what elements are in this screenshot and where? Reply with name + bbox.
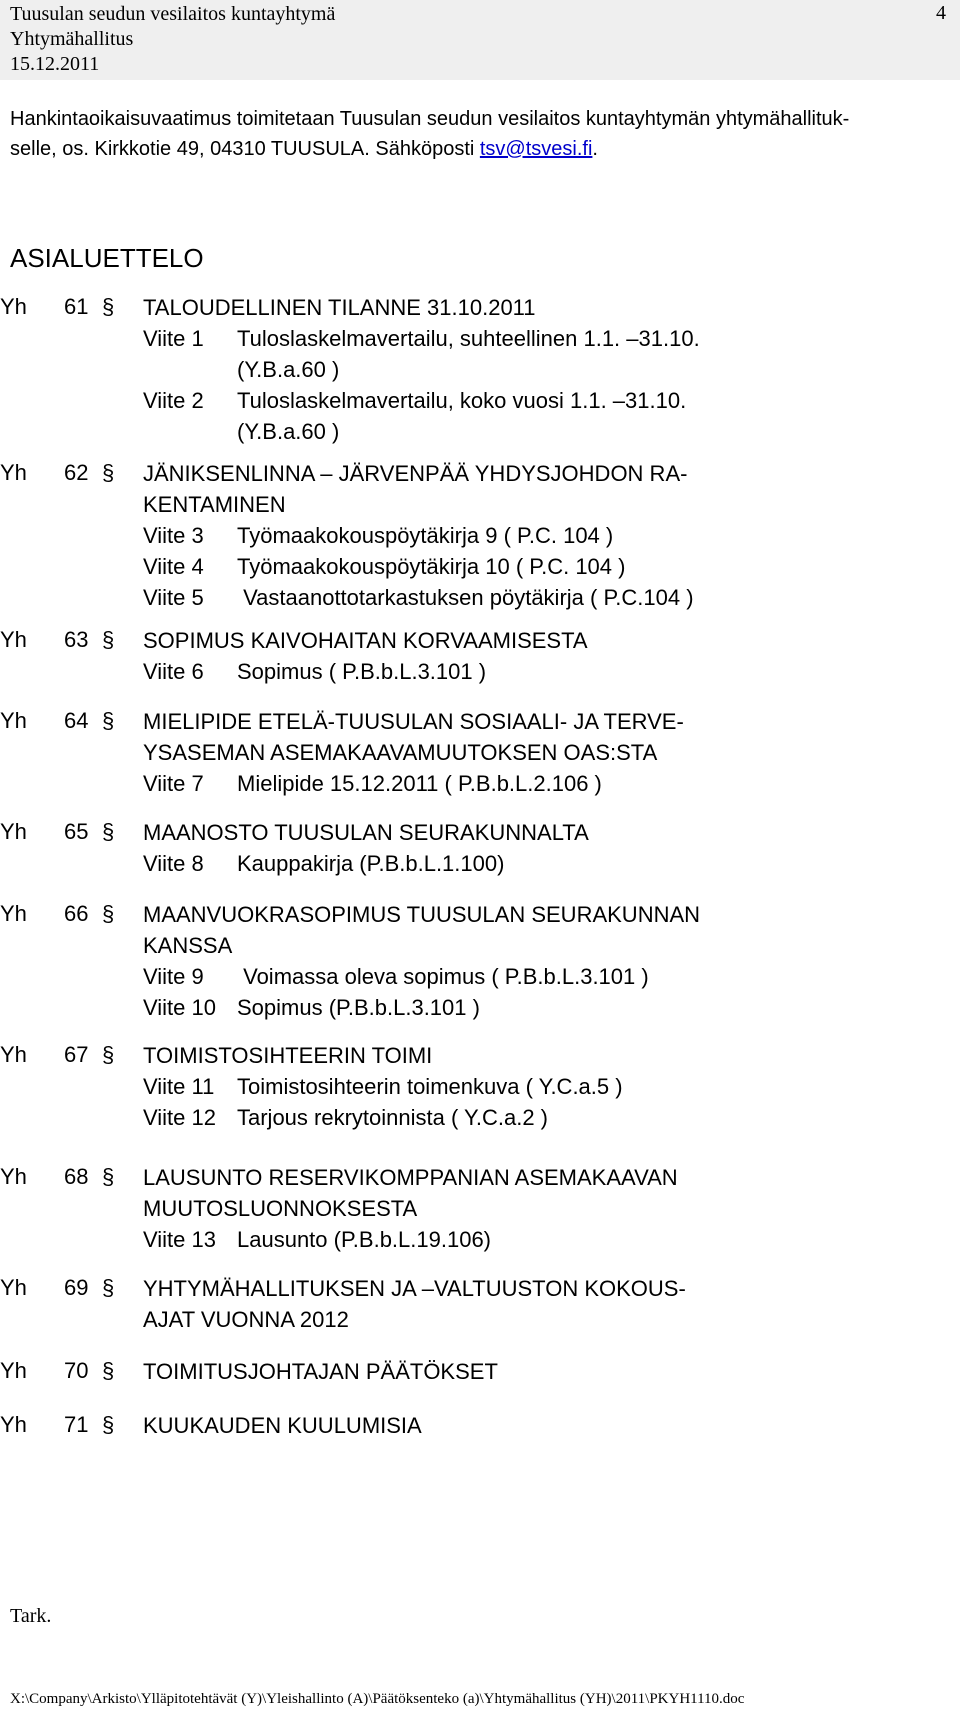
item-number: 65 [64, 819, 89, 844]
section-sign: § [102, 627, 115, 652]
agenda-item [143, 1040, 923, 1133]
attachment-line [143, 656, 923, 687]
attachment-label: Viite 10 [143, 995, 216, 1020]
item-number: 69 [64, 1275, 89, 1300]
item-number: 66 [64, 901, 89, 926]
item-heading: MAANVUOKRASOPIMUS TUUSULAN SEURAKUNNAN [143, 902, 701, 927]
attachment-label: Viite 6 [143, 659, 204, 684]
section-sign: § [102, 1412, 115, 1437]
agenda-item [143, 899, 923, 1023]
attachment-continuation: (Y.B.a.60 ) [237, 419, 340, 444]
attachment-text: Toimistosihteerin toimenkuva ( Y.C.a.5 ) [237, 1074, 623, 1099]
header-org: Tuusulan seudun vesilaitos kuntayhtymä [10, 3, 336, 25]
item-number: 70 [64, 1358, 89, 1383]
attachment-label: Viite 9 [143, 964, 204, 989]
item-heading: JÄNIKSENLINNA – JÄRVENPÄÄ YHDYSJOHDON RA- [143, 461, 688, 486]
item-heading: KUUKAUDEN KUULUMISIA [143, 1413, 422, 1438]
attachment-text: Tarjous rekrytoinnista ( Y.C.a.2 ) [237, 1105, 548, 1130]
item-heading: YSASEMAN ASEMAKAAVAMUUTOKSEN OAS:STA [143, 740, 658, 765]
item-prefix: Yh [0, 1164, 27, 1189]
attachment-text: Työmaakokouspöytäkirja 9 ( P.C. 104 ) [237, 523, 614, 548]
email-link[interactable]: tsv@tsvesi.fi [479, 138, 593, 160]
attachment-text: Sopimus ( P.B.b.L.3.101 ) [237, 659, 487, 684]
attachment-line [143, 1071, 923, 1102]
attachment-text: Työmaakokouspöytäkirja 10 ( P.C. 104 ) [237, 554, 626, 579]
attachment-text: Vastaanottotarkastuksen pöytäkirja ( P.C.104 ) [237, 585, 694, 610]
agenda-item [143, 1356, 923, 1387]
attachment-label: Viite 1 [143, 326, 204, 351]
attachment-continuation: (Y.B.a.60 ) [237, 357, 340, 382]
item-prefix: Yh [0, 1412, 27, 1437]
tark-label: Tark. [10, 1605, 52, 1627]
item-heading: MUUTOSLUONNOKSESTA [143, 1196, 418, 1221]
agenda-item [143, 817, 923, 879]
section-sign: § [102, 819, 115, 844]
attachment-text: Tuloslaskelmavertailu, koko vuosi 1.1. –31.10. [237, 388, 687, 413]
attachment-label: Viite 4 [143, 554, 204, 579]
agenda-item [143, 292, 923, 447]
attachment-line [143, 961, 923, 992]
document-header [0, 0, 960, 80]
item-heading: MIELIPIDE ETELÄ-TUUSULAN SOSIAALI- JA TERVE- [143, 709, 684, 734]
address-line-2: selle, os. Kirkkotie 49, 04310 TUUSULA. Sähköposti [10, 138, 480, 160]
attachment-line [143, 323, 923, 354]
attachment-text: Kauppakirja (P.B.b.L.1.100) [237, 851, 505, 876]
item-heading: AJAT VUONNA 2012 [143, 1307, 349, 1332]
attachment-line [143, 582, 923, 613]
footer-path: X:\Company\Arkisto\Ylläpitotehtävät (Y)\Yleishallinto (A)\Päätöksenteko (a)\Yhtymähallitus (YH)\2011\PKYH1110.doc [10, 1691, 745, 1707]
address-period: . [592, 138, 598, 160]
item-heading: TOIMISTOSIHTEERIN TOIMI [143, 1043, 433, 1068]
item-prefix: Yh [0, 1042, 27, 1067]
attachment-label: Viite 8 [143, 851, 204, 876]
attachment-label: Viite 5 [143, 585, 204, 610]
attachment-line [143, 1224, 923, 1255]
item-number: 62 [64, 460, 89, 485]
item-heading: KENTAMINEN [143, 492, 286, 517]
attachment-text: Mielipide 15.12.2011 ( P.B.b.L.2.106 ) [237, 771, 602, 796]
agenda-item [143, 1410, 923, 1441]
item-prefix: Yh [0, 460, 27, 485]
item-prefix: Yh [0, 627, 27, 652]
item-prefix: Yh [0, 294, 27, 319]
item-heading: KANSSA [143, 933, 233, 958]
section-sign: § [102, 708, 115, 733]
section-sign: § [102, 460, 115, 485]
item-prefix: Yh [0, 1358, 27, 1383]
attachment-line [143, 551, 923, 582]
header-body: Yhtymähallitus [10, 28, 134, 50]
attachment-line [143, 1102, 923, 1133]
agenda-item [143, 1162, 923, 1255]
attachment-label: Viite 12 [143, 1105, 216, 1130]
item-heading: SOPIMUS KAIVOHAITAN KORVAAMISESTA [143, 628, 588, 653]
attachment-line [143, 992, 923, 1023]
attachment-line [143, 520, 923, 551]
attachment-text: Voimassa oleva sopimus ( P.B.b.L.3.101 ) [237, 964, 649, 989]
address-line-1: Hankintaoikaisuvaatimus toimitetaan Tuusulan seudun vesilaitos kuntayhtymän yhtymähallituk- [10, 108, 850, 130]
attachment-label: Viite 3 [143, 523, 204, 548]
section-sign: § [102, 294, 115, 319]
section-sign: § [102, 901, 115, 926]
attachment-label: Viite 13 [143, 1227, 216, 1252]
page-number: 4 [936, 2, 946, 24]
item-heading: MAANOSTO TUUSULAN SEURAKUNNALTA [143, 820, 589, 845]
agenda-item [143, 458, 923, 613]
attachment-line [143, 385, 923, 416]
item-number: 68 [64, 1164, 89, 1189]
section-sign: § [102, 1164, 115, 1189]
item-heading: TOIMITUSJOHTAJAN PÄÄTÖKSET [143, 1359, 498, 1384]
attachment-line [143, 768, 923, 799]
item-heading: YHTYMÄHALLITUKSEN JA –VALTUUSTON KOKOUS- [143, 1276, 686, 1301]
page-title: ASIALUETTELO [10, 243, 204, 273]
attachment-label: Viite 2 [143, 388, 204, 413]
attachment-label: Viite 11 [143, 1074, 215, 1099]
agenda-item [143, 1273, 923, 1335]
item-number: 64 [64, 708, 89, 733]
section-sign: § [102, 1358, 115, 1383]
item-heading: LAUSUNTO RESERVIKOMPPANIAN ASEMAKAAVAN [143, 1165, 678, 1190]
item-number: 61 [64, 294, 89, 319]
section-sign: § [102, 1275, 115, 1300]
item-prefix: Yh [0, 1275, 27, 1300]
section-sign: § [102, 1042, 115, 1067]
agenda-item [143, 706, 923, 799]
item-prefix: Yh [0, 901, 27, 926]
attachment-text: Sopimus (P.B.b.L.3.101 ) [237, 995, 480, 1020]
attachment-text: Lausunto (P.B.b.L.19.106) [237, 1227, 492, 1252]
attachment-label: Viite 7 [143, 771, 204, 796]
item-number: 67 [64, 1042, 89, 1067]
item-number: 71 [64, 1412, 89, 1437]
agenda-item [143, 625, 923, 687]
attachment-line [143, 848, 923, 879]
item-heading: TALOUDELLINEN TILANNE 31.10.2011 [143, 295, 536, 320]
item-prefix: Yh [0, 708, 27, 733]
header-date: 15.12.2011 [10, 53, 100, 75]
attachment-text: Tuloslaskelmavertailu, suhteellinen 1.1. –31.10. [237, 326, 700, 351]
appeal-address [10, 104, 955, 164]
item-number: 63 [64, 627, 89, 652]
item-prefix: Yh [0, 819, 27, 844]
